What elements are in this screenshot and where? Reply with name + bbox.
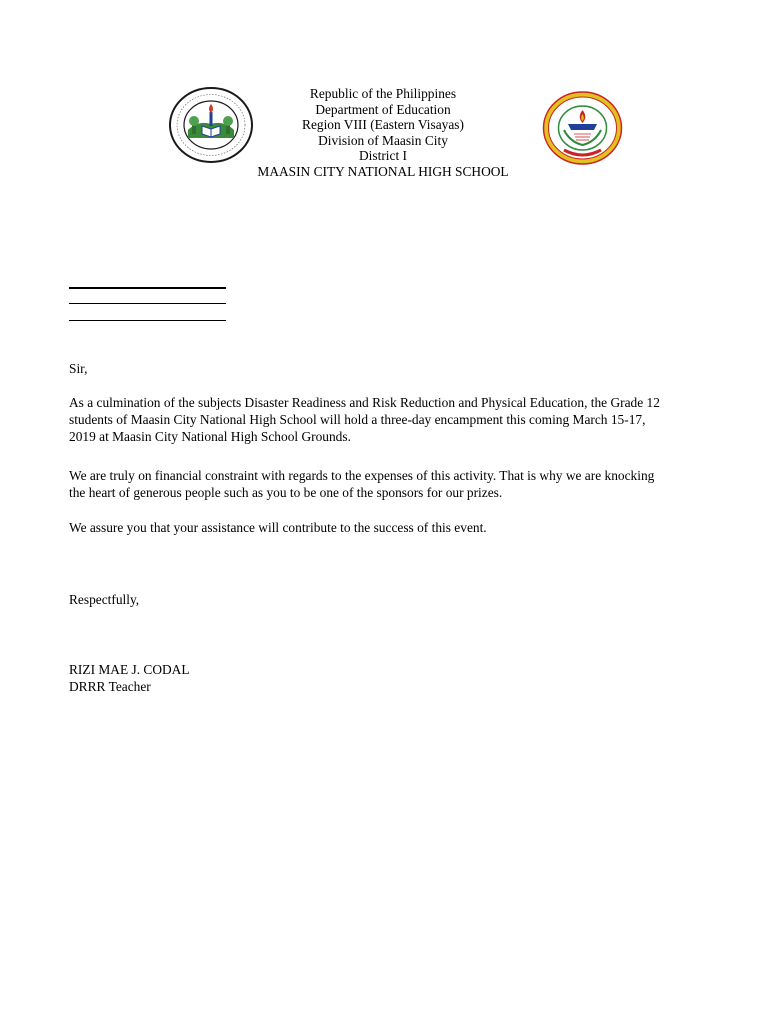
body-paragraph-2-line-1: We are truly on financial constraint with regards to the expenses of this activity. That is why we are knocking: [69, 468, 655, 483]
letterhead-line-region: Region VIII (Eastern Visayas): [302, 117, 464, 133]
body-paragraph-3: We assure you that your assistance will contribute to the success of this event.: [69, 520, 487, 535]
body-paragraph-1-line-2: students of Maasin City National High School will hold a three-day encampment this coming March 15-17,: [69, 412, 646, 427]
body-paragraph-1-line-3: 2019 at Maasin City National High School Grounds.: [69, 429, 351, 444]
body-paragraph-2-line-2: the heart of generous people such as you to be one of the sponsors for our prizes.: [69, 485, 503, 500]
signatory-title: DRRR Teacher: [69, 679, 151, 694]
body-paragraph-1: [69, 394, 709, 445]
recipient-name-line: [69, 287, 226, 289]
letterhead-line-school: MAASIN CITY NATIONAL HIGH SCHOOL: [257, 163, 509, 179]
recipient-address-line: [69, 320, 226, 321]
letterhead-line-department: Department of Education: [315, 101, 451, 117]
body-paragraph-1-line-1: As a culmination of the subjects Disaster Readiness and Risk Reduction and Physical Education, the Grade 12: [69, 395, 660, 410]
school-seal: [542, 90, 623, 166]
body-paragraph-2: [69, 467, 709, 501]
letterhead-line-district: District I: [359, 148, 407, 164]
signatory-name: RIZI MAE J. CODAL: [69, 662, 190, 677]
letterhead-line-division: Division of Maasin City: [318, 132, 448, 148]
letterhead: [233, 86, 533, 180]
letterhead-line-republic: Republic of the Philippines: [309, 86, 457, 101]
closing: Respectfully,: [69, 592, 140, 607]
recipient-position-line: [69, 303, 226, 304]
salutation: Sir,: [69, 361, 88, 376]
